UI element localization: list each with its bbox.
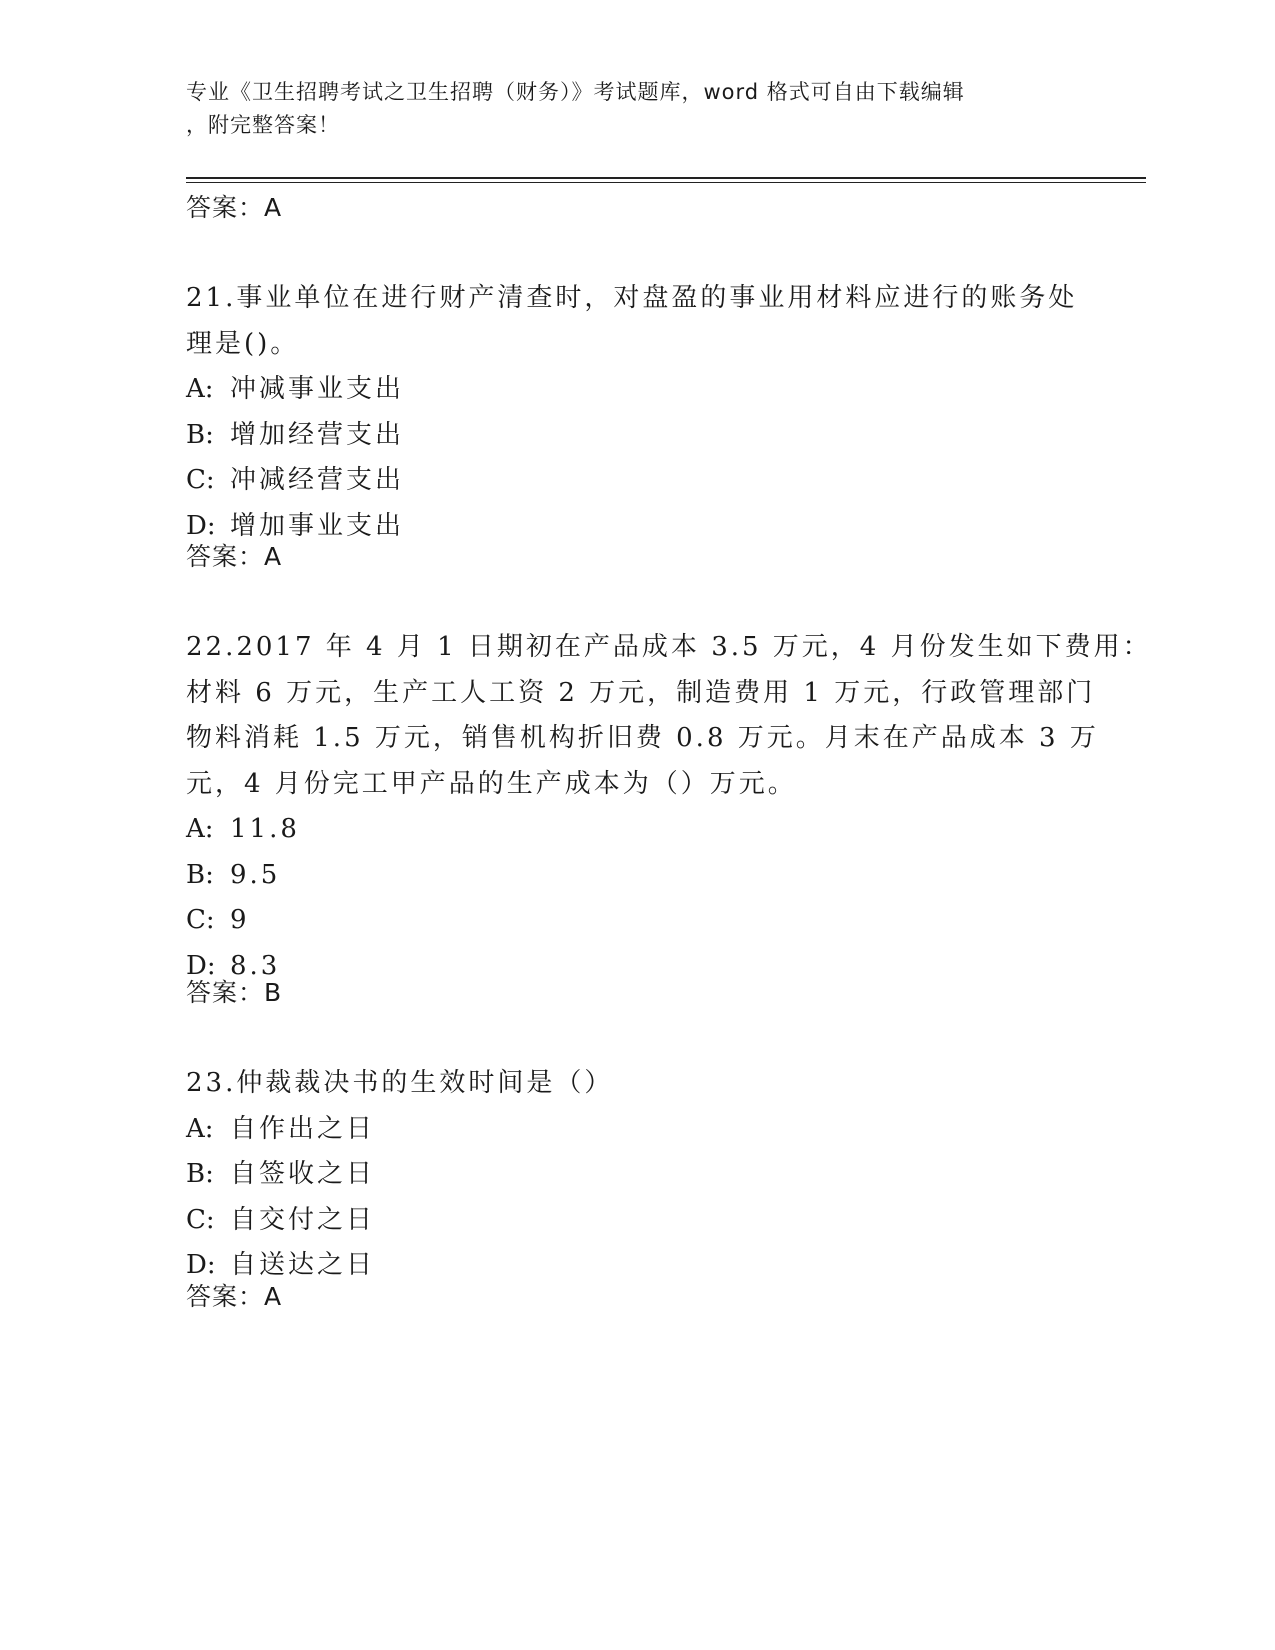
option-text: 11.8 xyxy=(230,814,300,844)
option-text: 冲减经营支出 xyxy=(230,465,405,495)
option-text: 冲减事业支出 xyxy=(230,374,405,404)
option-text: 9 xyxy=(230,905,250,935)
option-label: B: xyxy=(186,419,214,450)
option-label: D: xyxy=(186,510,216,541)
option-a xyxy=(186,367,1086,413)
answer-label: 答案： xyxy=(186,542,265,571)
question-text-line: 元，4 月份完工甲产品的生产成本为（）万元。 xyxy=(186,768,797,799)
option-label: A: xyxy=(186,374,214,404)
option-a xyxy=(186,807,1086,853)
document-header xyxy=(186,76,1066,142)
option-b xyxy=(186,413,1086,459)
answer-value: A xyxy=(264,542,283,571)
question-23 xyxy=(186,1061,1086,1289)
option-text: 自交付之日 xyxy=(230,1204,376,1235)
question-21 xyxy=(186,276,1086,549)
option-text: 自签收之日 xyxy=(230,1159,376,1189)
option-c xyxy=(186,898,1086,944)
option-label: A: xyxy=(186,1113,214,1144)
answer-label: 答案： xyxy=(186,1282,265,1311)
question-text-line: 22.2017 年 4 月 1 日期初在产品成本 3.5 万元，4 月份发生如下费用： xyxy=(186,632,1152,662)
option-text: 8.3 xyxy=(230,950,281,981)
header-divider-thin xyxy=(186,182,1146,183)
option-text: 自作出之日 xyxy=(230,1113,376,1144)
question-text-line: 23.仲裁裁决书的生效时间是（） xyxy=(186,1068,614,1098)
option-a xyxy=(186,1107,1086,1153)
option-b xyxy=(186,1152,1086,1198)
question-text-line: 物料消耗 1.5 万元，销售机构折旧费 0.8 万元。月末在产品成本 3 万 xyxy=(186,723,1099,753)
option-label: D: xyxy=(186,1250,216,1280)
option-text: 9.5 xyxy=(230,859,281,890)
question-text-line: 21.事业单位在进行财产清查时，对盘盈的事业用材料应进行的账务处 xyxy=(186,283,1078,313)
question-text-line: 理是()。 xyxy=(186,328,300,359)
question-text-line: 材料 6 万元，生产工人工资 2 万元，制造费用 1 万元，行政管理部门 xyxy=(186,677,1096,708)
option-c xyxy=(186,458,1086,504)
option-text: 增加事业支出 xyxy=(230,510,405,541)
option-label: A: xyxy=(186,814,214,844)
option-label: C: xyxy=(186,905,215,935)
option-text: 增加经营支出 xyxy=(230,419,405,450)
option-text: 自送达之日 xyxy=(230,1250,376,1280)
answer-21 xyxy=(186,537,1086,577)
option-label: B: xyxy=(186,859,214,890)
header-line-1: 专业《卫生招聘考试之卫生招聘（财务）》考试题库，word 格式可自由下载编辑 xyxy=(186,80,965,104)
answer-value: B xyxy=(264,978,283,1007)
answer-label: 答案： xyxy=(186,193,265,222)
option-label: B: xyxy=(186,1159,214,1189)
answer-value: A xyxy=(264,1282,283,1311)
answer-label: 答案： xyxy=(186,978,265,1007)
option-c xyxy=(186,1198,1086,1244)
prev-answer xyxy=(186,188,1086,228)
option-label: C: xyxy=(186,465,215,495)
question-22 xyxy=(186,625,1152,989)
option-label: C: xyxy=(186,1204,215,1235)
header-line-2: ，附完整答案！ xyxy=(186,113,340,137)
option-b xyxy=(186,853,1086,899)
answer-23 xyxy=(186,1277,1086,1317)
header-divider xyxy=(186,177,1146,179)
option-label: D: xyxy=(186,950,216,981)
answer-22 xyxy=(186,973,1086,1013)
answer-value: A xyxy=(264,193,283,222)
